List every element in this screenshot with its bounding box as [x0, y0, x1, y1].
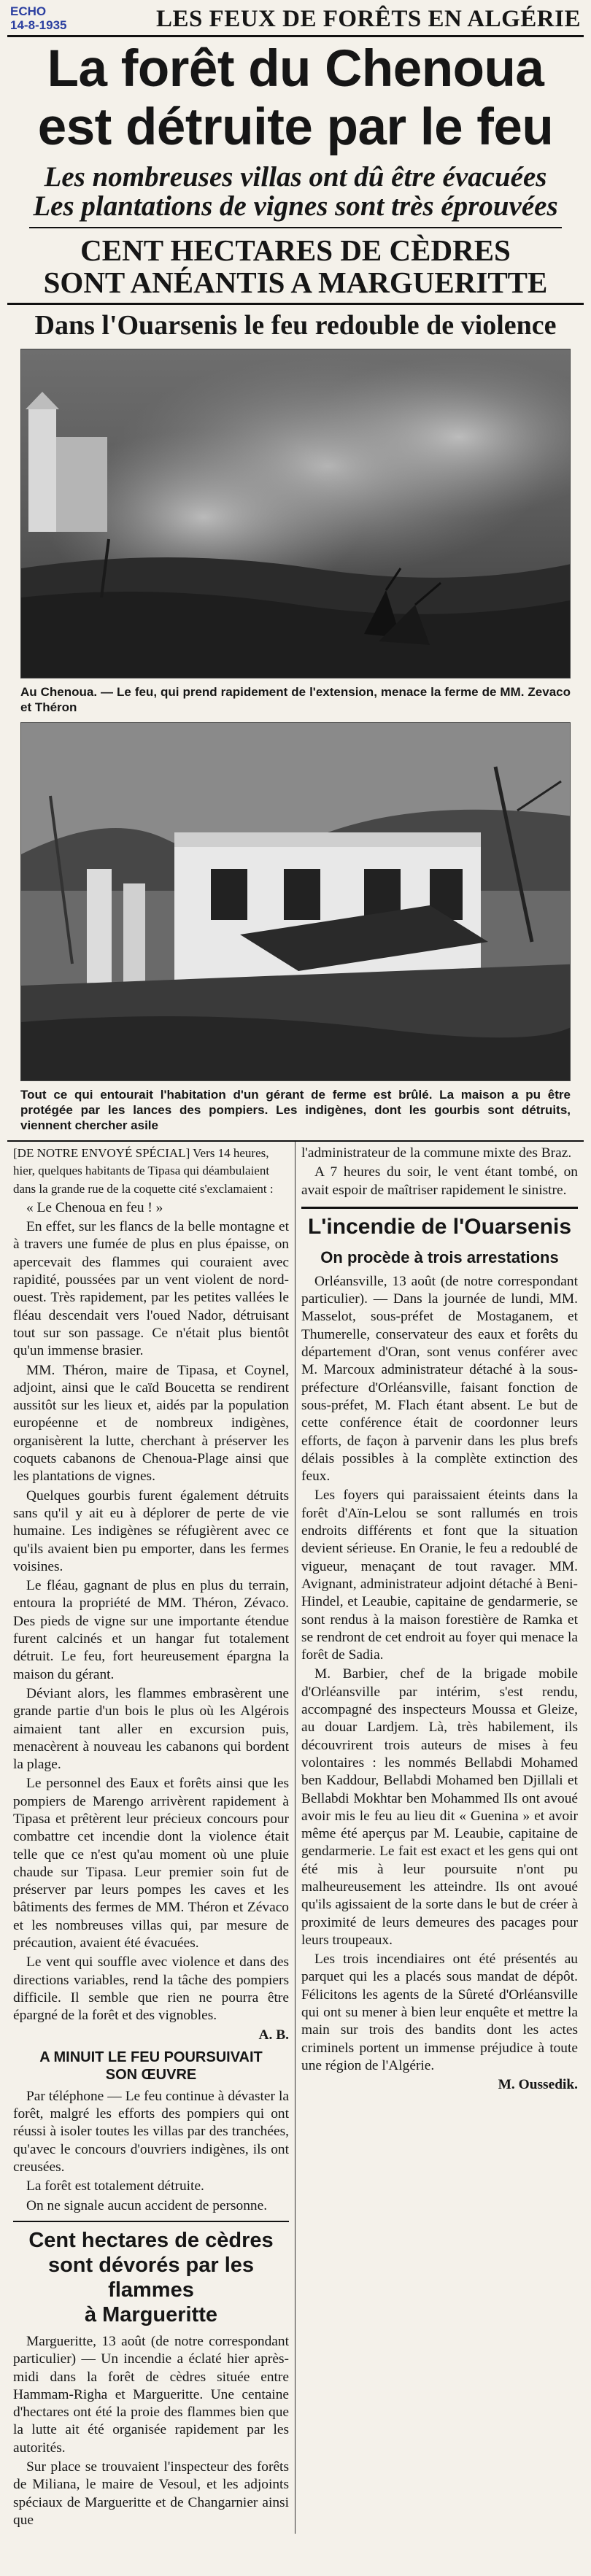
- paragraph: « Le Chenoua en feu ! »: [26, 1199, 163, 1215]
- kicker-headline: Dans l'Ouarsenis le feu redouble de violence: [34, 310, 557, 341]
- headline-line-2: est détruite par le feu: [37, 98, 554, 156]
- paragraph: Le personnel des Eaux et forêts ainsi que les pompiers de Marengo arrivèrent rapidement à Tipasa et prêtèrent leur précieux concours pour combattre cet incendie dont la violence était telle que ce n'est qu'au moment où une pluie chaude sur Tipasa. Leur premier soin fut de préserver par leurs pompes les caves et les bâtiments des fermes de MM. Théron et Zévaco et les nombreuses villas qui, par mesure de précaution, avaient été évacuées.: [13, 1776, 289, 1952]
- deck-line-2: Les plantations de vignes sont très éprouvées: [33, 190, 558, 222]
- left-column: [7, 1142, 296, 2534]
- paragraph: Les foyers qui paraissaient éteints dans la forêt d'Aïn-Lelou se sont rallumés en trois endroits différents et font que la situation devient sérieuse. En Oranie, le feu a redoublé de vigueur, menaçant de tout ravager. MM. Avignant, administrateur adjoint détaché à Beni-Hindel, et Leaubie, capitaine de gendarmerie, se sont rendus à la maison forestière de Ramka et se rendront de cet endroit au foyer qui menace la forêt de Sadia.: [301, 1488, 578, 1663]
- paragraph: M. Barbier, chef de la brigade mobile d'Orléansville par intérim, s'est rendu, accompagné des inspecteurs Moussa et Gleize, au douar Lardjem. Là, très habilement, ils découvrirent trois auteurs de mises à feu volontaires : les nommés Bellabdi Mohamed ben Kaddour, Bellabdi Mohamed ben Djillali et Bellabdi Mokhtar ben Mohammed Ils ont avoué avoir mis le feu au lieu dit « Guenina » et avoir même été aperçus par M. Leaubie, capitaine de gendarmerie. Le fait est exact et les gens qui ont été mis à leur poursuite n'ont pu malheureusement les atteindre. Ils ont avoué qu'ils agissaient de la sorte dans le but de créer à proximité de leurs demeures des pacages pour leurs troupeaux.: [301, 1666, 578, 1948]
- paragraph: Margueritte, 13 août (de notre correspondant particulier) — Un incendie a éclaté hier après-midi dans la forêt de cèdres située entre Hammam-Righa et Margueritte. Une centaine d'hectares ont été la proie des flammes bien que la lutte ait été organisée rapidement par les autorités.: [13, 2333, 289, 2456]
- stamp-source: ECHO: [10, 4, 47, 18]
- paragraph: Par téléphone — Le feu continue à dévaster la forêt, malgré les efforts des pompiers qui ont réussi à isoler toutes les villas par des tranchées, qu'avec le concours d'ouvriers indigènes, ils ont creusées.: [13, 2088, 289, 2175]
- signature: A. B.: [258, 2027, 289, 2043]
- headline-line-1: La forêt du Chenoua: [47, 40, 544, 98]
- paragraph: Les trois incendiaires ont été présentés au parquet qui les a placés sous mandat de dépôt. Félicitons les agents de la Sûreté d'Orléansville qui ont su mener à bien leur enquête et mettre la main sur trois des bandits dont les actes criminels portent un immense préjudice à toute une région de l'Algérie.: [301, 1952, 578, 2073]
- section-title: L'incendie de l'Ouarsenis: [301, 1207, 578, 1239]
- section-subtitle: On procède à trois arrestations: [320, 1248, 559, 1266]
- section-title: [13, 2049, 289, 2084]
- paragraph: [DE NOTRE ENVOYÉ SPÉCIAL] Vers 14 heures, hier, quelques habitants de Tipasa qui déambulaient dans la grande rue de la coquette cité s'exclamaient :: [13, 1146, 274, 1196]
- paragraph: Quelques gourbis furent également détruits sans qu'il y ait eu à déplorer de perte de vie humaine. Les indigènes se réfugièrent avec ce qu'ils avaient bien pu emporter, dans les fermes voisines.: [13, 1488, 289, 1574]
- section-title: [13, 2221, 289, 2327]
- house-photo-illustration: [21, 723, 571, 1080]
- signature: M. Oussedik.: [498, 2077, 578, 2093]
- paragraph: Déviant alors, les flammes embrasèrent une grande partie d'un bois le plus où les Algérois aimaient tant aller en excursion puis, menacèrent à nouveau les cabanons qui bordent la plage.: [13, 1685, 289, 1773]
- main-headline: [7, 40, 584, 157]
- section-title-line: SON ŒUVRE: [105, 2066, 197, 2083]
- divider: [29, 227, 562, 228]
- paragraph: Orléansville, 13 août (de notre correspondant particulier). — Dans la journée de lundi, MM. Masselot, sous-préfet de Mostaganem, et Thumerelle, conservateur des eaux et forêts du département d'Oran, sont venus conférer avec M. Marcoux administrateur détaché à la sous-préfecture d'Orléansville, faisant fonction de sous-préfet, M. Flach étant absent. Le but de cette conférence était de coordonner leurs efforts, de façon à parvenir dans les plus brefs délais possibles à la complète extinction des feux.: [301, 1273, 578, 1485]
- subhead-line-1: CENT HECTARES DE CÈDRES: [80, 233, 511, 267]
- archive-stamp: [10, 4, 67, 32]
- paragraph: La forêt est totalement détruite.: [26, 2178, 204, 2194]
- divider: [7, 303, 584, 305]
- deck: [7, 163, 584, 221]
- smoke-photo-illustration: [21, 349, 571, 678]
- section-title-line: A MINUIT LE FEU POURSUIVAIT: [39, 2049, 263, 2065]
- paragraph: Sur place se trouvaient l'inspecteur des forêts de Miliana, le maire de Vesoul, et les adjoints spéciaux de Margueritte et de Changarnier ainsi que: [13, 2459, 289, 2528]
- stamp-date: 14-8-1935: [10, 18, 67, 32]
- paragraph: MM. Théron, maire de Tipasa, et Coynel, adjoint, ainsi que le caïd Boucetta se rendirent aussitôt sur les lieux et, aidés par la population européenne et de nombreux indigènes, organisèrent la lutte, cherchant à préserver les coquets cabanons de Chenoua-Plage ainsi que les plantations de vignes.: [13, 1362, 289, 1485]
- paragraph: l'administrateur de la commune mixte des Braz.: [301, 1145, 572, 1161]
- subhead-line-2: SONT ANÉANTIS A MARGUERITTE: [43, 266, 548, 299]
- page-header: [7, 3, 584, 37]
- subheadline: [7, 234, 584, 298]
- photo2-caption: Tout ce qui entourait l'habitation d'un gérant de ferme est brûlé. La maison a pu être protégée par les lances des pompiers. Les indigènes, dont les gourbis sont détruits, viennent chercher asile: [20, 1088, 571, 1132]
- paragraph: Le fléau, gagnant de plus en plus du terrain, entoura la propriété de MM. Théron, Zévaco. Des pieds de vigne sur une importante étendue furent calcinés et un hangar fut totalement détruit. Le feu, fort heureusement épargna la maison du gérant.: [13, 1578, 289, 1682]
- article-columns: [7, 1140, 584, 2534]
- section-title-line: Cent hectares de cèdres: [28, 2228, 274, 2252]
- paragraph: On ne signale aucun accident de personne.: [26, 2197, 268, 2213]
- section-rubric: LES FEUX DE FORÊTS EN ALGÉRIE: [155, 6, 581, 32]
- section-title-line: sont dévorés par les flammes: [47, 2253, 255, 2302]
- right-column: [296, 1142, 584, 2534]
- paragraph: En effet, sur les flancs de la belle montagne et à travers une fumée de plus en plus épaisse, on apercevait des flammes qui couraient avec rapidité, poussées par un vent violent de nord-ouest. Très rapidement, par les petites vallées le fléau descendait vers l'oued Nador, détruisant tout sur son passage. Ce n'était plus bientôt qu'un immense brasier.: [13, 1219, 289, 1359]
- photo-chenoua-fire: [20, 349, 571, 678]
- photo-protected-house: [20, 722, 571, 1081]
- deck-line-1: Les nombreuses villas ont dû être évacuées: [44, 161, 547, 193]
- paragraph: Le vent qui souffle avec violence et dans des directions variables, rend la tâche des pompiers difficile. Il semble que rien ne pourra être épargné de la forêt et des vignobles.: [13, 1954, 289, 2024]
- photo1-caption: Au Chenoua. — Le feu, qui prend rapidement de l'extension, menace la ferme de MM. Zevaco et Théron: [20, 685, 571, 714]
- section-title-line: à Margueritte: [84, 2302, 218, 2326]
- paragraph: A 7 heures du soir, le vent étant tombé, on avait espoir de maîtriser rapidement le sinistre.: [301, 1164, 578, 1198]
